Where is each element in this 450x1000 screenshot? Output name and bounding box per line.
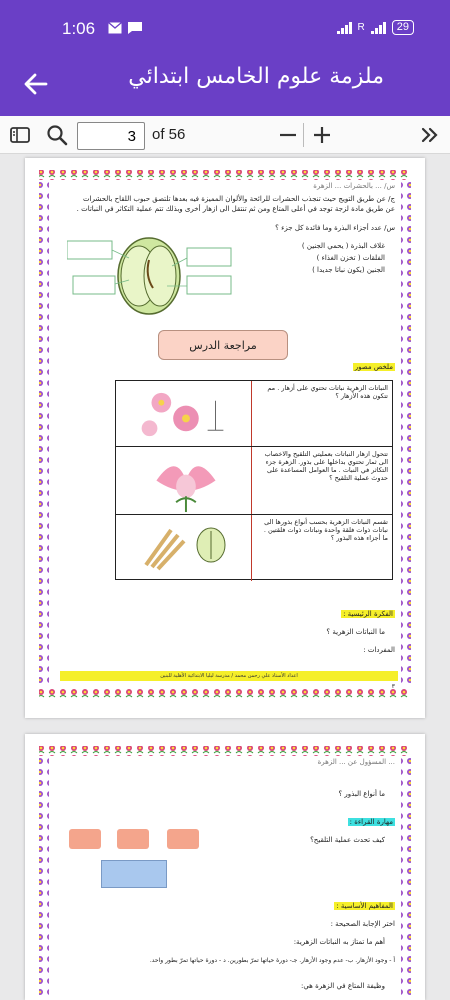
page-text-line: س/ ... بالحشرات ... الزهرة	[313, 182, 395, 190]
page-text-line: س/ عدد أجزاء البذرة وما فائدة كل جزء ؟	[275, 224, 395, 232]
toolbar-divider	[303, 123, 304, 147]
table-row	[116, 447, 392, 515]
diagram-box	[167, 829, 199, 849]
app-bar	[0, 60, 450, 116]
battery-indicator: 29	[392, 20, 414, 35]
seed-diagram	[67, 236, 247, 316]
page-number-input[interactable]	[77, 122, 145, 150]
page-count: of 56	[152, 126, 186, 143]
lesson-summary-table	[115, 380, 393, 580]
back-arrow-icon[interactable]	[20, 68, 52, 100]
status-bar	[0, 0, 450, 60]
page-bullet: ما أنواع البذور ؟	[338, 790, 385, 798]
page-footer: اعداد الأستاذ علي رحمن محمد / مدرسة ليليا الابتدائية الأهلية للبنين	[60, 671, 398, 681]
pdf-page-4[interactable]	[25, 734, 425, 1000]
signal-icon	[337, 22, 352, 34]
pdf-page-3[interactable]	[25, 158, 425, 718]
page-bullet: غلاف البذرة ( يحمي الجنين )	[301, 242, 385, 250]
table-row	[116, 381, 392, 447]
message-icon	[128, 22, 142, 34]
page-bullet: الجنين (يكون نباتا جديدا )	[312, 266, 385, 274]
page-bullet: أهم ما تمتاز به النباتات الزهرية:	[293, 938, 385, 946]
mail-icon	[108, 22, 122, 34]
table-cell-text: النباتات الزهرية نباتات تحتوي على أزهار . مم تتكون هذه الأزهار ؟	[267, 384, 388, 400]
page-text-line: ... المسؤول عن ... الزهرة	[317, 758, 395, 766]
diagram-box-blue	[101, 860, 167, 888]
app-title: ملزمة علوم الخامس ابتدائي	[128, 64, 384, 89]
pdf-toolbar	[0, 116, 450, 154]
seeds-wheat-image	[116, 515, 251, 581]
page-text-line: عن طريق مادة لزجة توجد في أعلى المتاع ومن ثم تنتقل الى ازهار أخرى وبذلك تتم عملية التكاثر في النباتات .	[76, 205, 395, 213]
diagram-box	[117, 829, 149, 849]
diagram-box	[69, 829, 101, 849]
table-cell-text: تقسم النباتات الزهرية بحسب أنواع بذورها الى نباتات ذوات فلقة واحدة ونباتات ذوات فلقتين . ما أجزاء هذه البذور ؟	[263, 518, 388, 542]
page-bullet: كيف تحدث عملية التلقيح؟	[310, 836, 385, 844]
double-chevron-right-icon[interactable]	[418, 123, 442, 147]
answer-options: أ - وجود الأزهار. ب- عدم وجود الأزهار. جـ- دورة حياتها تمرّ بطورين. د - دورة حياتها تمرّ بطور واحد.	[149, 957, 395, 964]
zoom-in-icon[interactable]	[310, 123, 334, 147]
page-text-line: اختر الإجابة الصحيحة :	[330, 920, 395, 928]
concepts-label: المفاهيم الأساسية :	[336, 902, 393, 910]
pink-flowers-image	[116, 381, 251, 446]
signal-icon-2	[371, 22, 386, 34]
review-title-box: مراجعة الدرس	[158, 330, 288, 360]
page-bullet: وظيفة المتاع في الزهرة هي:	[300, 982, 385, 990]
status-right-cluster	[337, 20, 414, 35]
status-time: 1:06	[62, 19, 96, 38]
zoom-out-icon[interactable]	[276, 123, 300, 147]
page-bullet: الفلقات ( تخزن الغذاء )	[316, 254, 385, 262]
reading-skill-label: مهارة القراءة :	[349, 818, 393, 826]
table-row	[116, 515, 392, 581]
page-number-label: ٣	[391, 683, 395, 690]
search-icon[interactable]	[45, 123, 69, 147]
table-cell-text: تتحول ازهار النباتات بعمليتي التلقيح والاخصاب الى ثمار تحتوي بداخلها على بذور. الزهرة جزء التكاثر في النبات . ما العوامل المساعدة على حدوث عملية التلقيح ؟	[264, 450, 388, 482]
summary-label: ملخص مصور	[354, 363, 393, 371]
main-idea-label: الفكرة الرئيسية :	[343, 610, 393, 618]
sidebar-toggle-icon[interactable]	[8, 123, 32, 147]
main-idea-question: ما النباتات الزهرية ؟	[326, 628, 385, 636]
page-text-line: ج/ عن طريق التويج حيث تنجذب الحشرات للرائحة والألوان المميزة فيه بعدها تلتصق حبوب اللقاح بالحشرات	[82, 195, 395, 203]
vocab-label: المفردات :	[363, 646, 395, 654]
network-label: R	[357, 22, 365, 33]
flower-cross-section-image	[116, 447, 251, 514]
